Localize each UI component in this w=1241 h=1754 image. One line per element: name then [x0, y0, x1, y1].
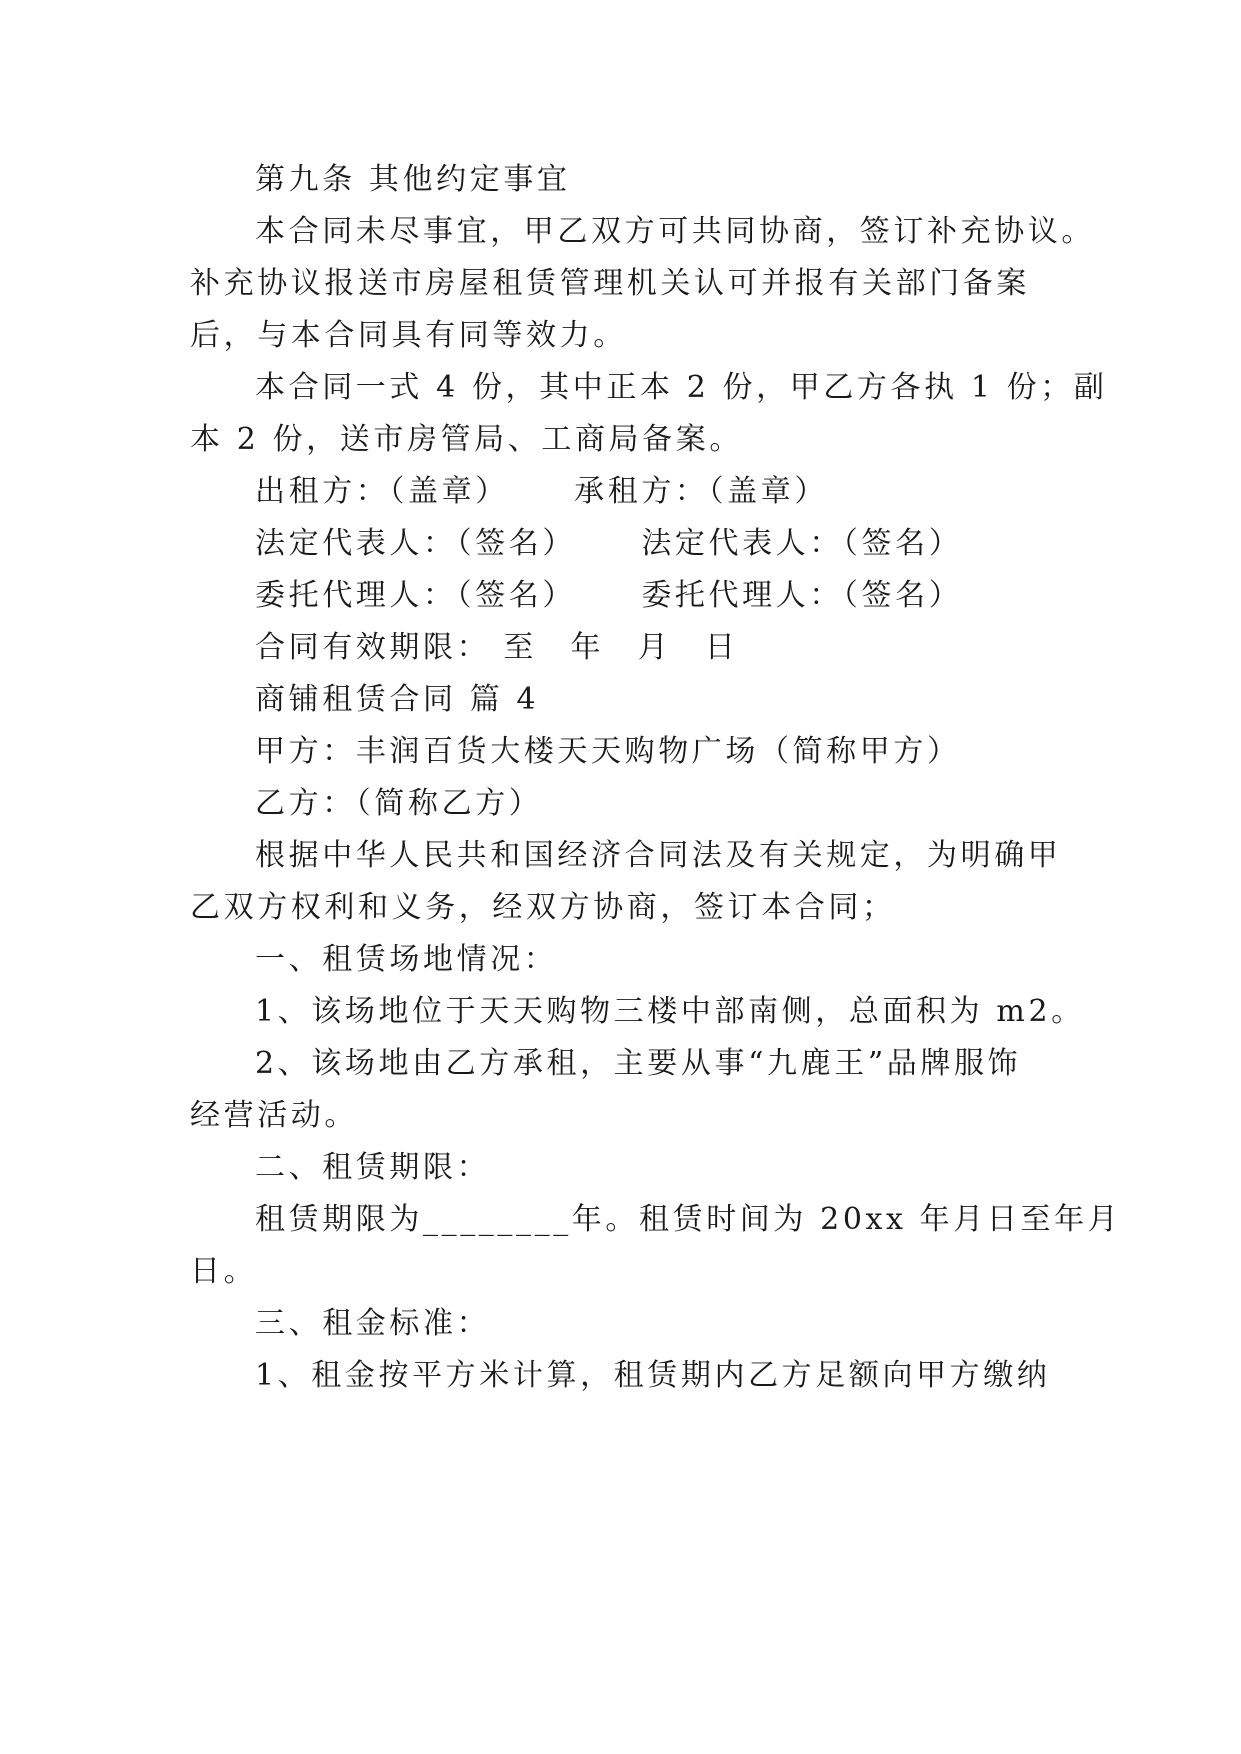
- text-line: 第九条 其他约定事宜: [255, 162, 571, 197]
- text-line: 本合同一式 4 份，其中正本 2 份，甲乙方各执 1 份；副: [255, 370, 1108, 405]
- text-line: 法定代表人：（签名） 法定代表人：（签名）: [255, 526, 963, 561]
- text-line: 乙双方权利和义务，经双方协商，签订本合同；: [190, 890, 896, 925]
- text-line: 1、租金按平方米计算，租赁期内乙方足额向甲方缴纳: [255, 1358, 1051, 1393]
- text-line: 二、租赁期限：: [255, 1150, 491, 1185]
- text-line: 经营活动。: [190, 1098, 358, 1133]
- text-line: 本合同未尽事宜，甲乙双方可共同协商，签订补充协议。: [255, 214, 1095, 249]
- text-line: 合同有效期限： 至 年 月 日: [255, 630, 739, 665]
- text-line: 日。: [190, 1254, 258, 1289]
- text-line: 后，与本合同具有同等效力。: [190, 318, 627, 353]
- text-line: 委托代理人：（签名） 委托代理人：（签名）: [255, 578, 963, 613]
- text-line: 根据中华人民共和国经济合同法及有关规定，为明确甲: [255, 838, 1062, 873]
- text-line: 1、该场地位于天天购物三楼中部南侧，总面积为 m2。: [255, 994, 1085, 1029]
- text-line: 出租方：（盖章） 承租方：（盖章）: [255, 474, 828, 509]
- text-line: 补充协议报送市房屋租赁管理机关认可并报有关部门备案: [190, 266, 1030, 301]
- text-line: 乙方：（简称乙方）: [255, 786, 543, 821]
- text-line: 甲方：丰润百货大楼天天购物广场（简称甲方）: [255, 734, 961, 769]
- text-line: 一、租赁场地情况：: [255, 942, 558, 977]
- section-heading: 商铺租赁合同 篇 4: [255, 682, 540, 717]
- text-line: 租赁期限为________年。租赁时间为 20xx 年月日至年月: [255, 1202, 1122, 1237]
- text-line: 本 2 份，送市房管局、工商局备案。: [190, 422, 743, 457]
- text-line: 2、该场地由乙方承租，主要从事“九鹿王”品牌服饰: [255, 1046, 1022, 1081]
- text-line: 三、租金标准：: [255, 1306, 491, 1341]
